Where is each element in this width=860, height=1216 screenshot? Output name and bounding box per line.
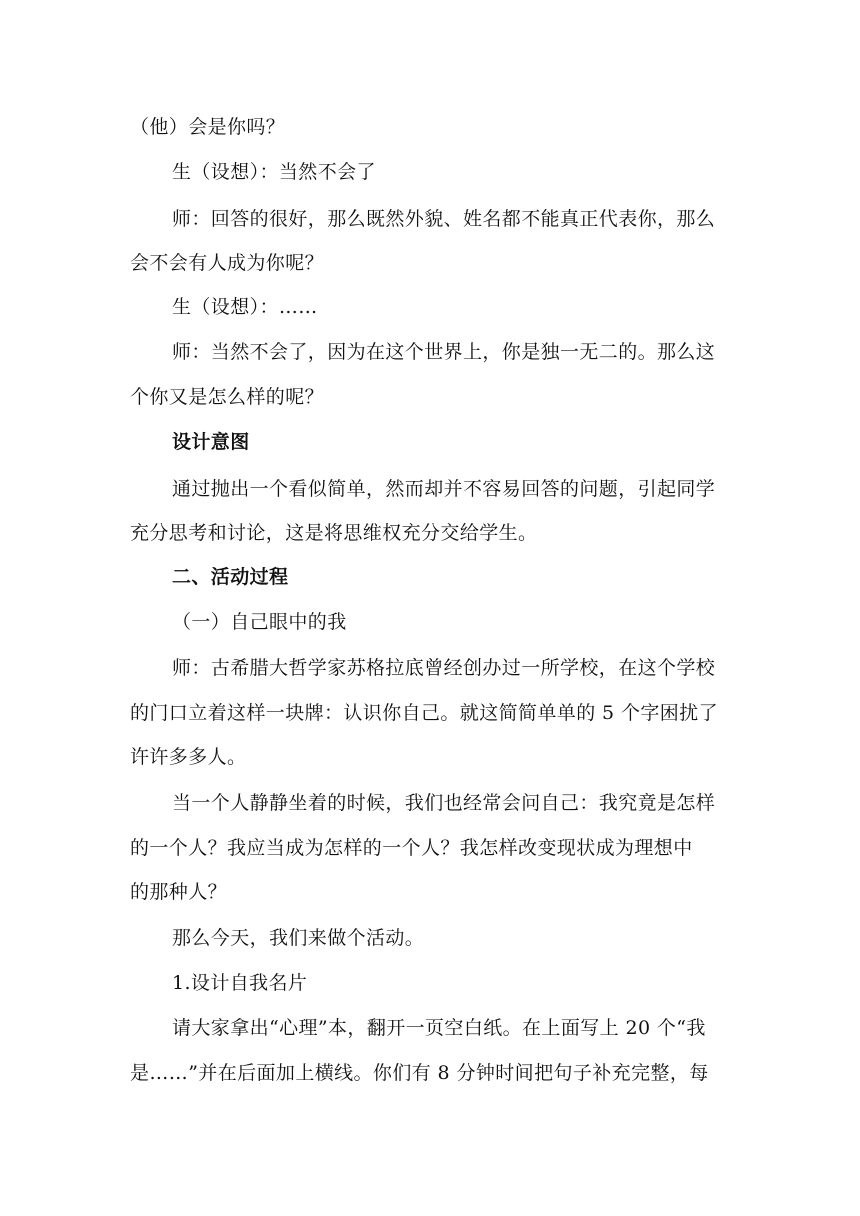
section-heading: 二、活动过程 [172, 566, 289, 588]
paragraph-line: 请大家拿出“心理”本，翻开一页空白纸。在上面写上 20 个“我 [172, 1017, 706, 1039]
paragraph-line: 通过抛出一个看似简单，然而却并不容易回答的问题，引起同学 [172, 478, 716, 500]
paragraph-line: 那么今天，我们来做个活动。 [172, 927, 425, 949]
paragraph-line: 是……”并在后面加上横线。你们有 8 分钟时间把句子补充完整，每 [130, 1062, 709, 1084]
paragraph-line: 师：回答的很好，那么既然外貌、姓名都不能真正代表你，那么 [172, 208, 716, 230]
paragraph-line: 生（设想）：…… [172, 296, 318, 318]
paragraph-line: 会不会有人成为你呢？ [130, 252, 325, 274]
paragraph-line: 生（设想）：当然不会了 [172, 161, 376, 183]
paragraph-line: 的门口立着这样一块牌：认识你自己。就这简简单单的 5 个字困扰了 [130, 702, 718, 724]
paragraph-line: 个你又是怎么样的呢？ [130, 386, 325, 408]
subsection-heading: （一）自己眼中的我 [172, 611, 347, 633]
paragraph-line: 充分思考和讨论，这是将思维权充分交给学生。 [130, 522, 538, 544]
paragraph-line: 许许多多人。 [130, 746, 247, 768]
paragraph-line: 师：当然不会了，因为在这个世界上，你是独一无二的。那么这 [172, 341, 716, 363]
paragraph-line: （他）会是你吗？ [130, 116, 286, 138]
paragraph-line: 的那种人？ [130, 881, 228, 903]
paragraph-line: 的一个人？我应当成为怎样的一个人？我怎样改变现状成为理想中 [130, 837, 693, 859]
paragraph-line: 师：古希腊大哲学家苏格拉底曾经创办过一所学校，在这个学校 [172, 657, 716, 679]
section-heading: 设计意图 [172, 431, 250, 453]
paragraph-line: 当一个人静静坐着的时候，我们也经常会问自己：我究竟是怎样 [172, 792, 716, 814]
subsection-heading: 1.设计自我名片 [172, 972, 308, 994]
